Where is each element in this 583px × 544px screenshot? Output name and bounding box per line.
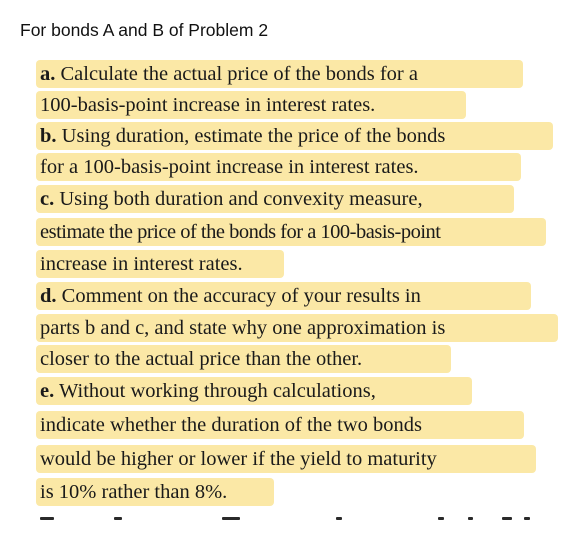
- question-d-line-3: closer to the actual price than the other.: [40, 348, 363, 370]
- glyph-fragment: [502, 517, 512, 520]
- question-e-line-2: indicate whether the duration of the two bonds: [40, 414, 422, 436]
- intro-line: For bonds A and B of Problem 2: [20, 20, 269, 40]
- question-c-line-3: increase in interest rates.: [40, 253, 243, 275]
- glyph-fragment: [336, 517, 342, 520]
- glyph-fragment: [114, 517, 122, 520]
- question-d-line-1: [40, 283, 421, 309]
- question-c-letter: c.: [40, 188, 55, 210]
- glyph-fragment: [222, 517, 240, 520]
- question-c-line-2: estimate the price of the bonds for a 100-basis-point: [40, 221, 441, 243]
- question-d-line-2: parts b and c, and state why one approximation is: [40, 317, 446, 339]
- question-e-text-1: Without working through calculations,: [54, 380, 376, 402]
- question-e-line-3: would be higher or lower if the yield to maturity: [40, 448, 437, 470]
- question-b-line-2: for a 100-basis-point increase in interest rates.: [40, 156, 419, 178]
- question-b-line-1: [40, 123, 445, 149]
- question-b-text-1: Using duration, estimate the price of the bonds: [56, 125, 446, 147]
- glyph-fragment: [524, 517, 530, 520]
- question-a-text-1: Calculate the actual price of the bonds for a: [55, 63, 418, 85]
- question-d-text-1: Comment on the accuracy of your results in: [56, 285, 421, 307]
- question-d-letter: d.: [40, 285, 57, 307]
- question-e-line-4: is 10% rather than 8%.: [40, 481, 228, 503]
- glyph-fragment: [468, 517, 473, 520]
- question-a-line-1: [40, 61, 418, 87]
- cropped-next-line: [36, 514, 556, 522]
- question-a-letter: a.: [40, 63, 56, 85]
- question-c-text-1: Using both duration and convexity measure,: [54, 188, 423, 210]
- question-b-letter: b.: [40, 125, 57, 147]
- question-e-line-1: [40, 378, 376, 404]
- question-e-letter: e.: [40, 380, 55, 402]
- glyph-fragment: [438, 517, 444, 520]
- glyph-fragment: [40, 517, 54, 520]
- question-a-line-2: 100-basis-point increase in interest rates.: [40, 94, 376, 116]
- question-c-line-1: [40, 186, 423, 212]
